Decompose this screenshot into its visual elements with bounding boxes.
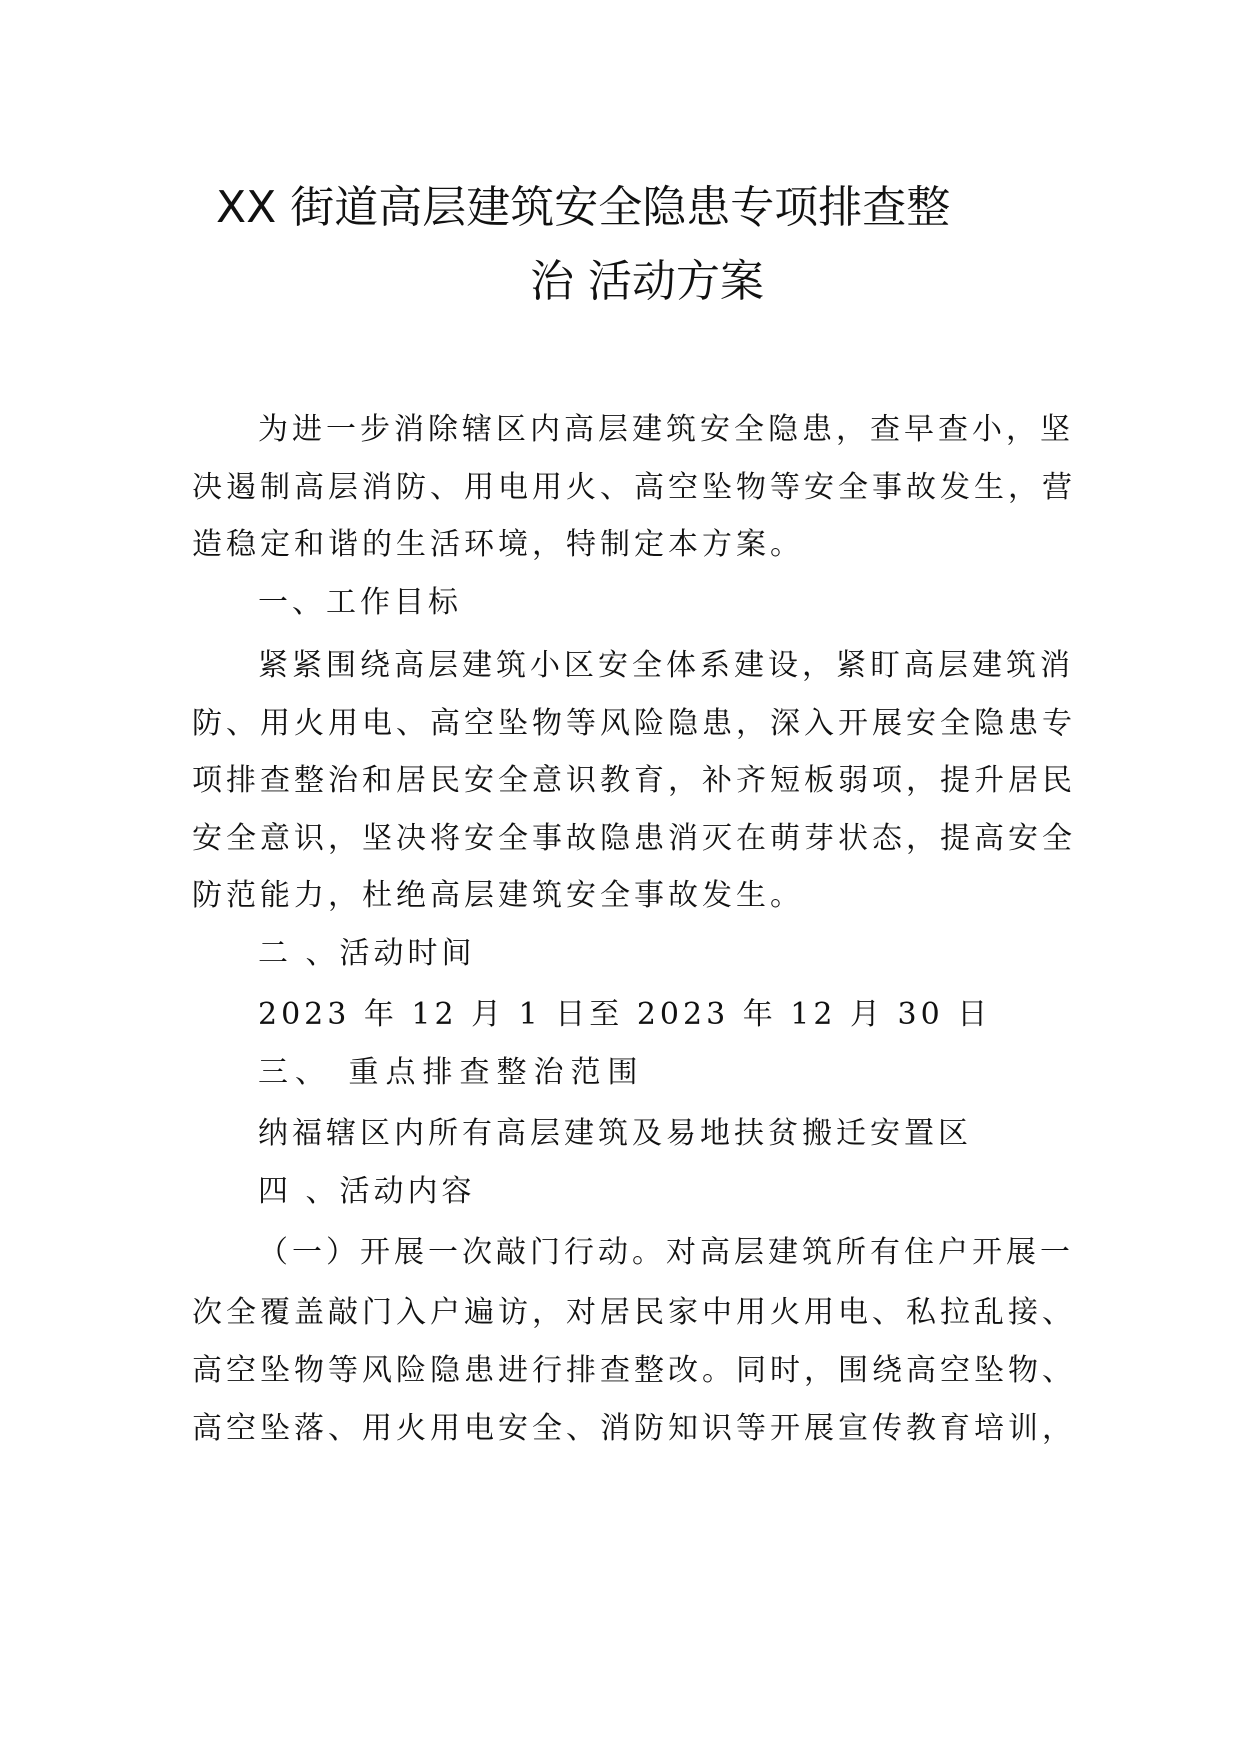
paragraph-line: 为进一步消除辖区内高层建筑安全隐患，查早查小，坚 (258, 412, 1074, 447)
section-heading-4: 四 、活动内容 (258, 1174, 476, 1209)
paragraph-line: 项排查整治和居民安全意识教育，补齐短板弱项，提升居民 (192, 763, 1076, 798)
scope-text: 纳福辖区内所有高层建筑及易地扶贫搬迁安置区 (258, 1116, 972, 1151)
paragraph-line: （一）开展一次敲门行动。对高层建筑所有住户开展一 (258, 1235, 1074, 1270)
document-title-line-2: 治 活动方案 (530, 256, 764, 307)
paragraph-line: 高空坠落、用火用电安全、消防知识等开展宣传教育培训， (192, 1411, 1076, 1446)
paragraph-line: 防、用火用电、高空坠物等风险隐患，深入开展安全隐患专 (192, 706, 1076, 741)
paragraph-line: 决遏制高层消防、用电用火、高空坠物等安全事故发生，营 (192, 470, 1076, 505)
paragraph-line: 安全意识，坚决将安全事故隐患消灭在萌芽状态，提高安全 (192, 821, 1076, 856)
date-range-text: 2023 年 12 月 1 日至 2023 年 12 月 30 日 (258, 997, 992, 1032)
paragraph-line: 防范能力，杜绝高层建筑安全事故发生。 (192, 878, 804, 913)
document-title-line-1: XX 街道高层建筑安全隐患专项排查整 (216, 182, 951, 233)
paragraph-line: 高空坠物等风险隐患进行排查整改。同时，围绕高空坠物、 (192, 1353, 1076, 1388)
paragraph-line: 造稳定和谐的生活环境，特制定本方案。 (192, 527, 804, 562)
section-heading-3: 三、 重点排查整治范围 (258, 1055, 645, 1090)
section-heading-2: 二 、活动时间 (258, 936, 476, 971)
paragraph-line: 紧紧围绕高层建筑小区安全体系建设，紧盯高层建筑消 (258, 648, 1074, 683)
paragraph-line: 次全覆盖敲门入户遍访，对居民家中用火用电、私拉乱接、 (192, 1295, 1076, 1330)
section-heading-1: 一、工作目标 (258, 585, 462, 620)
